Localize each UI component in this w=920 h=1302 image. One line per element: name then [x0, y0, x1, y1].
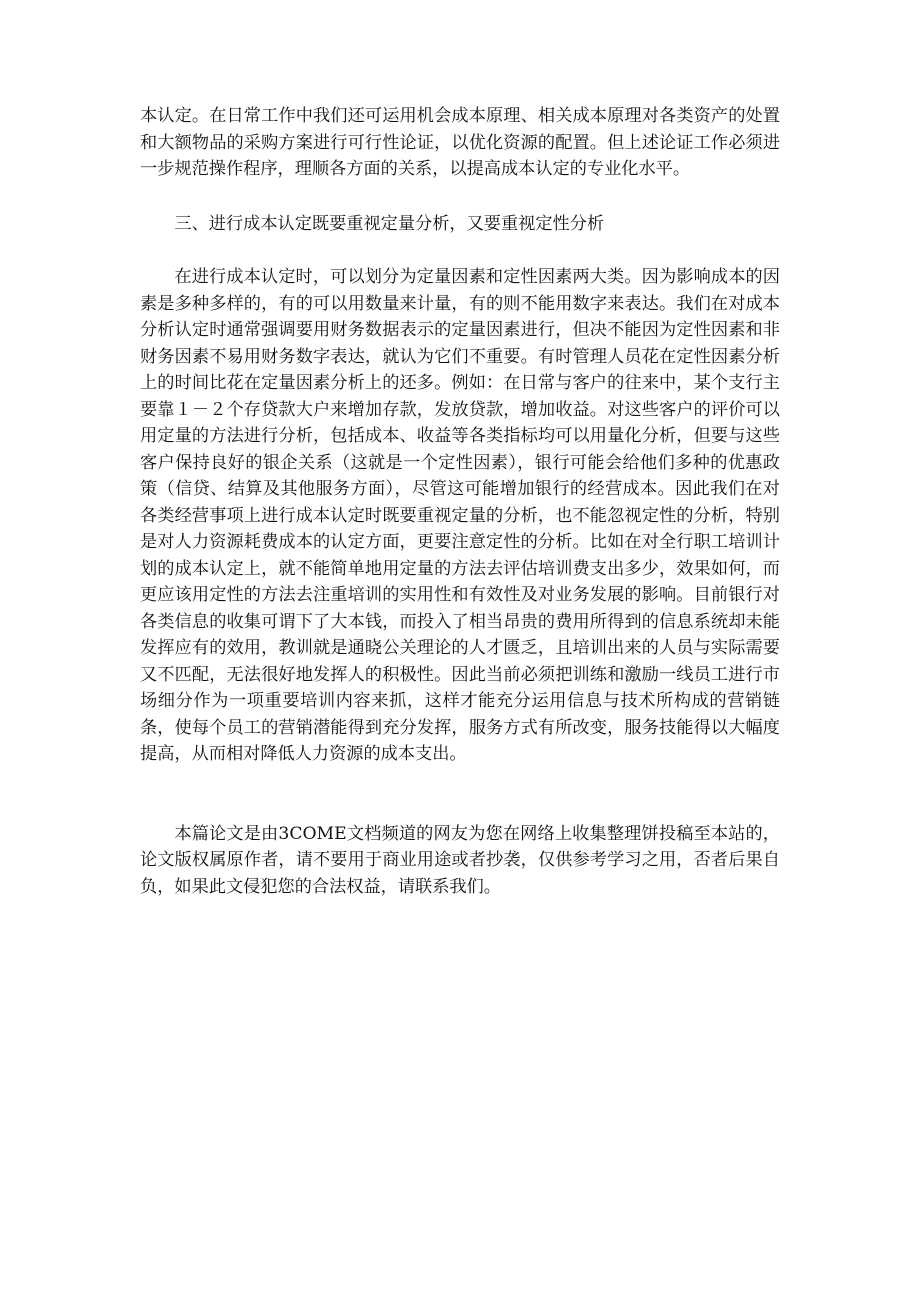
document-page: [140, 103, 780, 900]
body-paragraph: 在进行成本认定时，可以划分为定量因素和定性因素两大类。因为影响成本的因素是多种多样的，有的可以用数量来计量，有的则不能用数字来表达。我们在对成本分析认定时通常强调要用财务数据表示的定量因素进行，但决不能因为定性因素和非财务因素不易用财务数字表达，就认为它们不重要。有时管理人员花在定性因素分析上的时间比花在定量因素分析上的还多。例如：在日常与客户的往来中，某个支行主要靠１－２个存贷款大户来增加存款，发放贷款，增加收益。对这些客户的评价可以用定量的方法进行分析，包括成本、收益等各类指标均可以用量化分析，但要与这些客户保持良好的银企关系（这就是一个定性因素），银行可能会给他们多种的优惠政策（信贷、结算及其他服务方面），尽管这可能增加银行的经营成本。因此我们在对各类经营事项上进行成本认定时既要重视定量的分析，也不能忽视定性的分析，特别是对人力资源耗费成本的认定方面，更要注意定性的分析。比如在对全行职工培训计划的成本认定上，就不能简单地用定量的方法去评估培训费支出多少，效果如何，而更应该用定性的方法去注重培训的实用性和有效性及对业务发展的影响。目前银行对各类信息的收集可谓下了大本钱，而投入了相当昂贵的费用所得到的信息系统却未能发挥应有的效用，教训就是通晓公关理论的人才匮乏，且培训出来的人员与实际需要又不匹配，无法很好地发挥人的积极性。因此当前必须把训练和激励一线员工进行市场细分作为一项重要培训内容来抓，这样才能充分运用信息与技术所构成的营销链条，使每个员工的营销潜能得到充分发挥，服务方式有所改变，服务技能得以大幅度提高，从而相对降低人力资源的成本支出。: [140, 267, 780, 764]
intro-paragraph: 本认定。在日常工作中我们还可运用机会成本原理、相关成本原理对各类资产的处置和大额物品的采购方案进行可行性论证，以优化资源的配置。但上述论证工作必须进一步规范操作程序，理顺各方面的关系，以提高成本认定的专业化水平。: [140, 106, 780, 179]
section-heading: 三、进行成本认定既要重视定量分析，又要重视定性分析: [174, 213, 605, 234]
copyright-notice: 本篇论文是由3COME文档频道的网友为您在网络上收集整理饼投稿至本站的，论文版权属原作者，请不要用于商业用途或者抄袭，仅供参考学习之用，否者后果自负，如果此文侵犯您的合法权益，请联系我们。: [140, 823, 780, 897]
